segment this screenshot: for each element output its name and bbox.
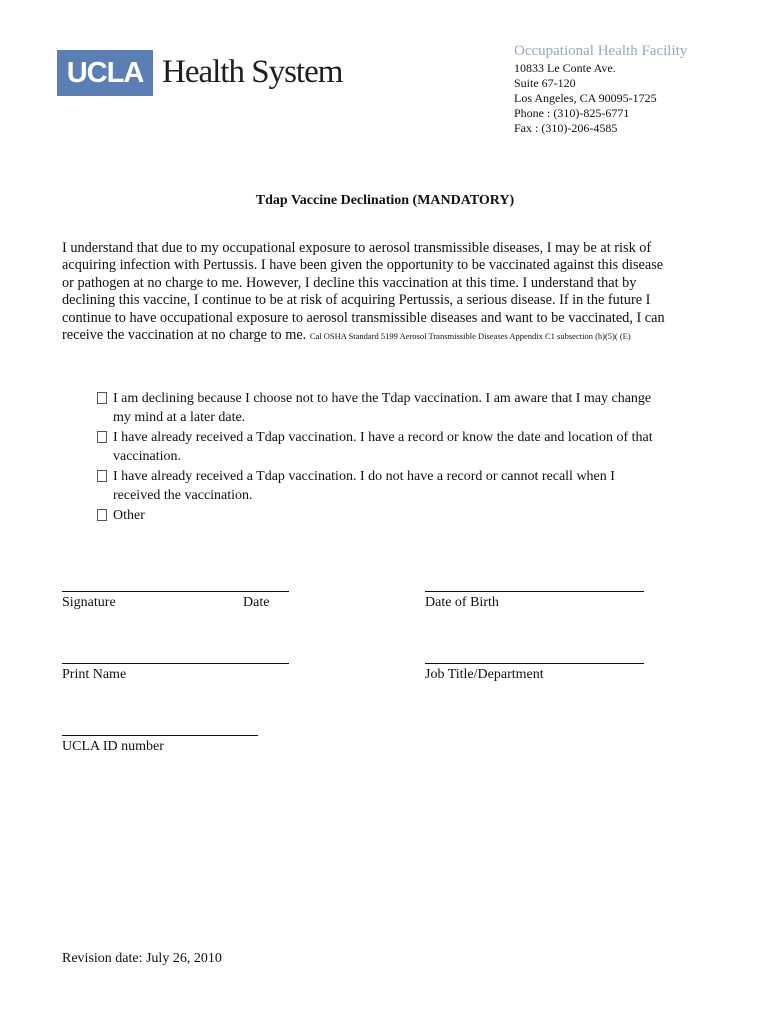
statement-line: acquiring infection with Pertussis. I have been given the opportunity to be vaccinated against this disease — [62, 257, 664, 274]
option-text — [113, 428, 653, 466]
document-title: Tdap Vaccine Declination (MANDATORY) — [255, 193, 515, 208]
declination-statement — [62, 240, 722, 345]
dob-label: Date of Birth — [425, 595, 499, 610]
logo-name: Health System — [162, 54, 343, 90]
option-line: Other — [113, 508, 145, 523]
statement-line: declining this vaccine, I continue to be at risk of acquiring Pertussis, a serious disease. If in the future I — [62, 292, 651, 309]
statement-line: receive the vaccination at no charge to me. — [62, 327, 307, 344]
facility-address — [514, 61, 657, 136]
option-received-no-record[interactable] — [95, 467, 735, 505]
checkbox[interactable] — [97, 431, 107, 443]
option-declining[interactable] — [95, 389, 735, 427]
option-text — [113, 467, 615, 505]
regulation-citation: Cal OSHA Standard 5199 Aerosol Transmissible Diseases Appendix C1 subsection (h)(5)( (E) — [309, 331, 631, 342]
address-line: Los Angeles, CA 90095-1725 — [514, 91, 657, 105]
option-other[interactable] — [95, 506, 735, 525]
ucla-id-label: UCLA ID number — [62, 739, 164, 754]
job-title-line[interactable] — [425, 663, 644, 664]
date-label: Date — [243, 595, 270, 610]
job-title-label: Job Title/Department — [425, 667, 544, 682]
ucla-logo — [57, 50, 153, 96]
statement-line: continue to have occupational exposure to aerosol transmissible diseases and want to be vaccinated, I can — [62, 309, 665, 326]
address-line: Phone : (310)-825-6771 — [514, 106, 630, 120]
option-received-with-record[interactable] — [95, 428, 735, 466]
option-line: I have already received a Tdap vaccination. I have a record or know the date and location of that — [113, 430, 653, 445]
statement-last-line — [62, 327, 722, 345]
statement-line: I understand that due to my occupational exposure to aerosol transmissible diseases, I may be at risk of — [62, 240, 652, 256]
revision-date: Revision date: July 26, 2010 — [62, 951, 222, 966]
address-line: Suite 67-120 — [514, 76, 576, 90]
checkbox[interactable] — [97, 470, 107, 482]
option-line: I have already received a Tdap vaccination. I do not have a record or cannot recall when I — [113, 469, 615, 484]
address-line: Fax : (310)-206-4585 — [514, 121, 618, 135]
option-line: I am declining because I choose not to have the Tdap vaccination. I am aware that I may change — [113, 391, 652, 406]
print-name-label: Print Name — [62, 667, 127, 682]
dob-line[interactable] — [425, 591, 644, 592]
option-line: received the vaccination. — [113, 488, 253, 503]
facility-name: Occupational Health Facility — [514, 43, 688, 59]
checkbox[interactable] — [97, 392, 107, 404]
logo-box-text: UCLA — [66, 57, 144, 89]
declination-options — [95, 389, 735, 526]
option-line: my mind at a later date. — [113, 410, 246, 425]
option-text — [113, 389, 651, 427]
signature-line[interactable] — [62, 591, 289, 592]
option-line: vaccination. — [113, 449, 182, 464]
option-text — [113, 506, 145, 525]
address-line: 10833 Le Conte Ave. — [514, 61, 616, 75]
print-name-line[interactable] — [62, 663, 289, 664]
ucla-id-line[interactable] — [62, 735, 258, 736]
signature-label: Signature — [62, 595, 116, 610]
statement-line: or pathogen at no charge to me. However, I decline this vaccination at this time. I understand that by — [62, 274, 637, 291]
checkbox[interactable] — [97, 509, 107, 521]
